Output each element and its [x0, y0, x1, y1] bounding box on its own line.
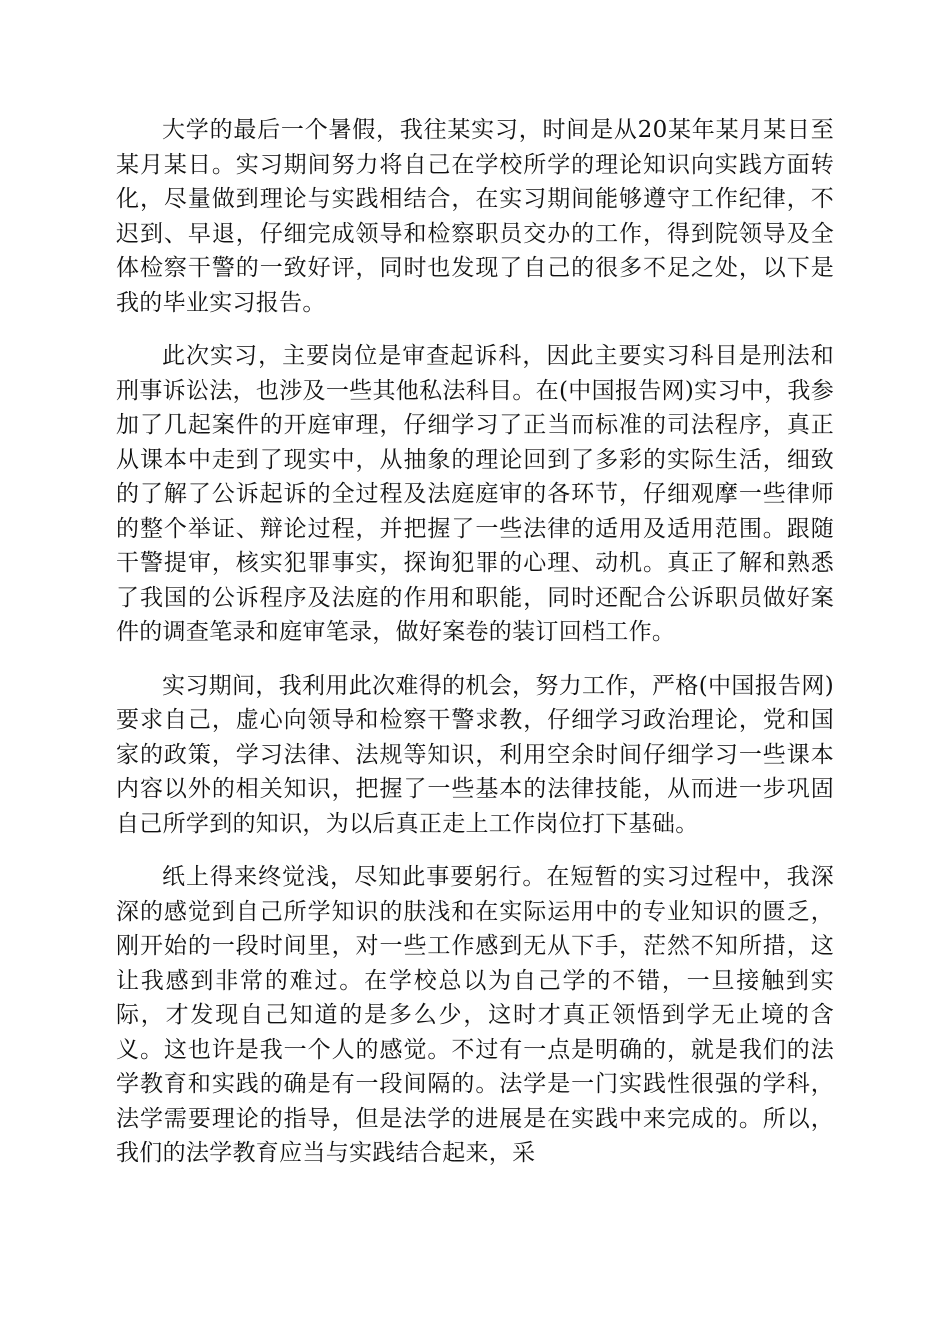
paragraph-3: 实习期间，我利用此次难得的机会，努力工作，严格(中国报告网)要求自己，虚心向领导和检察干警求教，仔细学习政治理论，党和国家的政策，学习法律、法规等知识，利用空余时间仔细学习一些课本内容以外的相关知识，把握了一些基本的法律技能，从而进一步巩固自己所学到的知识，为以后真正走上工作岗位打下基础。 — [116, 672, 834, 837]
document-body — [116, 113, 834, 1171]
paragraph-4: 纸上得来终觉浅，尽知此事要躬行。在短暂的实习过程中，我深深的感觉到自己所学知识的肤浅和在实际运用中的专业知识的匮乏，刚开始的一段时间里，对一些工作感到无从下手，茫然不知所措，这让我感到非常的难过。在学校总以为自己学的不错，一旦接触到实际，才发现自己知道的是多么少，这时才真正领悟到学无止境的含义。这也许是我一个人的感觉。不过有一点是明确的，就是我们的法学教育和实践的确是有一段间隔的。法学是一门实践性很强的学科，法学需要理论的指导，但是法学的进展是在实践中来完成的。所以，我们的法学教育应当与实践结合起来，采 — [116, 864, 834, 1166]
paragraph-1: 大学的最后一个暑假，我往某实习，时间是从20某年某月某日至某月某日。实习期间努力将自己在学校所学的理论知识向实践方面转化，尽量做到理论与实践相结合，在实习期间能够遵守工作纪律，不迟到、早退，仔细完成领导和检察职员交办的工作，得到院领导及全体检察干警的一致好评，同时也发现了自己的很多不足之处，以下是我的毕业实习报告。 — [116, 117, 834, 316]
paragraph-2: 此次实习，主要岗位是审查起诉科，因此主要实习科目是刑法和刑事诉讼法，也涉及一些其他私法科目。在(中国报告网)实习中，我参加了几起案件的开庭审理，仔细学习了正当而标准的司法程序，真正从课本中走到了现实中，从抽象的理论回到了多彩的实际生活，细致的了解了公诉起诉的全过程及法庭庭审的各环节，仔细观摩一些律师的整个举证、辩论过程，并把握了一些法律的适用及适用范围。跟随干警提审，核实犯罪事实，探询犯罪的心理、动机。真正了解和熟悉了我国的公诉程序及法庭的作用和职能，同时还配合公诉职员做好案件的调查笔录和庭审笔录，做好案卷的装订回档工作。 — [116, 343, 834, 645]
